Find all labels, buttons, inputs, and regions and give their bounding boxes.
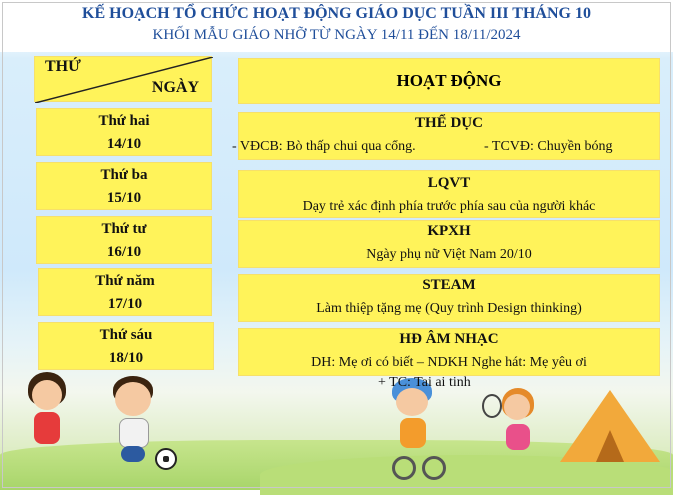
day-name: Thứ tư [101, 221, 147, 237]
day-name: Thứ năm [95, 273, 155, 289]
day-date: 16/10 [106, 244, 142, 260]
activity-title: STEAM [422, 277, 476, 293]
day-date: 15/10 [106, 190, 142, 206]
day-name: Thứ ba [100, 167, 148, 183]
activity-detail-right: - TCVĐ: Chuyền bóng [484, 139, 613, 154]
day-name: Thứ hai [98, 113, 150, 129]
day-name: Thứ sáu [99, 327, 153, 343]
activity-detail: Ngày phụ nữ Việt Nam 20/10 [366, 247, 532, 262]
page-subtitle: KHỐI MẪU GIÁO NHỠ TỪ NGÀY 14/11 ĐẾN 18/11/2024 [152, 27, 521, 43]
activity-header-cell: HOẠT ĐỘNG [238, 58, 660, 104]
activity-detail-extra: + TC: Tai ai tinh [378, 375, 471, 390]
activity-detail: Làm thiệp tặng mẹ (Quy trình Design thinking) [316, 301, 582, 316]
activity-detail-left: - VĐCB: Bò thấp chui qua cổng. [232, 139, 416, 154]
activity-title: KPXH [427, 223, 471, 239]
activity-detail: Dạy trẻ xác định phía trước phía sau của người khác [302, 199, 596, 214]
day-date: 18/10 [108, 350, 144, 366]
page-frame [2, 2, 671, 488]
activity-title: THỂ DỤC [415, 115, 483, 131]
corner-label-day: THỨ [45, 58, 81, 75]
page-title: KẾ HOẠCH TỔ CHỨC HOẠT ĐỘNG GIÁO DỤC TUẦN III THÁNG 10 [82, 5, 591, 22]
activity-title: LQVT [427, 175, 471, 191]
day-date: 17/10 [107, 296, 143, 312]
corner-label-date: NGÀY [151, 79, 199, 96]
activity-detail: DH: Mẹ ơi có biết – NDKH Nghe hát: Mẹ yêu ơi [311, 355, 587, 370]
activity-title: HĐ ÂM NHẠC [399, 331, 499, 347]
day-date: 14/10 [106, 136, 142, 152]
